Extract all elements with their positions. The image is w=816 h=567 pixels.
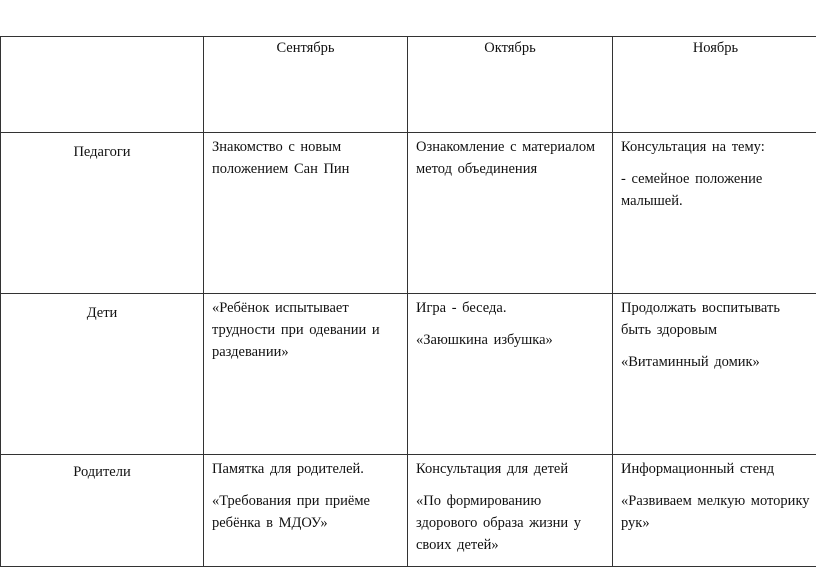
row-label-parents bbox=[1, 455, 204, 567]
table-header-row bbox=[1, 37, 816, 133]
cell-text: «Ребёнок испытывает трудности при одевании и раздевании» bbox=[212, 297, 399, 363]
cell-children-october bbox=[408, 294, 613, 455]
header-corner-cell bbox=[1, 37, 204, 133]
cell-text: «Требования при приёме ребёнка в МДОУ» bbox=[212, 490, 399, 534]
cell-text: Консультация на тему: bbox=[621, 136, 810, 158]
cell-text: Продолжать воспитывать быть здоровым bbox=[621, 297, 810, 341]
cell-teachers-october bbox=[408, 133, 613, 294]
cell-text: «Витаминный домик» bbox=[621, 351, 810, 373]
row-label-text: Дети bbox=[87, 302, 118, 324]
cell-text: Консультация для детей bbox=[416, 458, 604, 480]
cell-teachers-november bbox=[613, 133, 816, 294]
cell-text: «По формированию здорового образа жизни у своих детей» bbox=[416, 490, 604, 556]
cell-text: - семейное положение малышей. bbox=[621, 168, 810, 212]
header-november: Ноябрь bbox=[613, 37, 816, 133]
cell-parents-october bbox=[408, 455, 613, 567]
header-october: Октябрь bbox=[408, 37, 613, 133]
row-label-teachers bbox=[1, 133, 204, 294]
cell-text: Памятка для родителей. bbox=[212, 458, 399, 480]
header-september: Сентябрь bbox=[204, 37, 408, 133]
cell-text: Информационный стенд bbox=[621, 458, 810, 480]
table-row-teachers bbox=[1, 133, 816, 294]
cell-teachers-september bbox=[204, 133, 408, 294]
cell-children-november bbox=[613, 294, 816, 455]
row-label-text: Педагоги bbox=[73, 141, 130, 163]
work-plan-table bbox=[0, 36, 816, 567]
cell-text: «Заюшкина избушка» bbox=[416, 329, 604, 351]
table-row-parents bbox=[1, 455, 816, 567]
row-label-children bbox=[1, 294, 204, 455]
cell-text: Знакомство с новым положением Сан Пин bbox=[212, 136, 399, 180]
cell-parents-november bbox=[613, 455, 816, 567]
cell-children-september bbox=[204, 294, 408, 455]
row-label-text: Родители bbox=[73, 461, 130, 483]
cell-text: Игра - беседа. bbox=[416, 297, 604, 319]
cell-text: Ознакомление с материалом метод объединения bbox=[416, 136, 604, 180]
cell-text: «Развиваем мелкую моторику рук» bbox=[621, 490, 810, 534]
cell-parents-september bbox=[204, 455, 408, 567]
table-row-children bbox=[1, 294, 816, 455]
